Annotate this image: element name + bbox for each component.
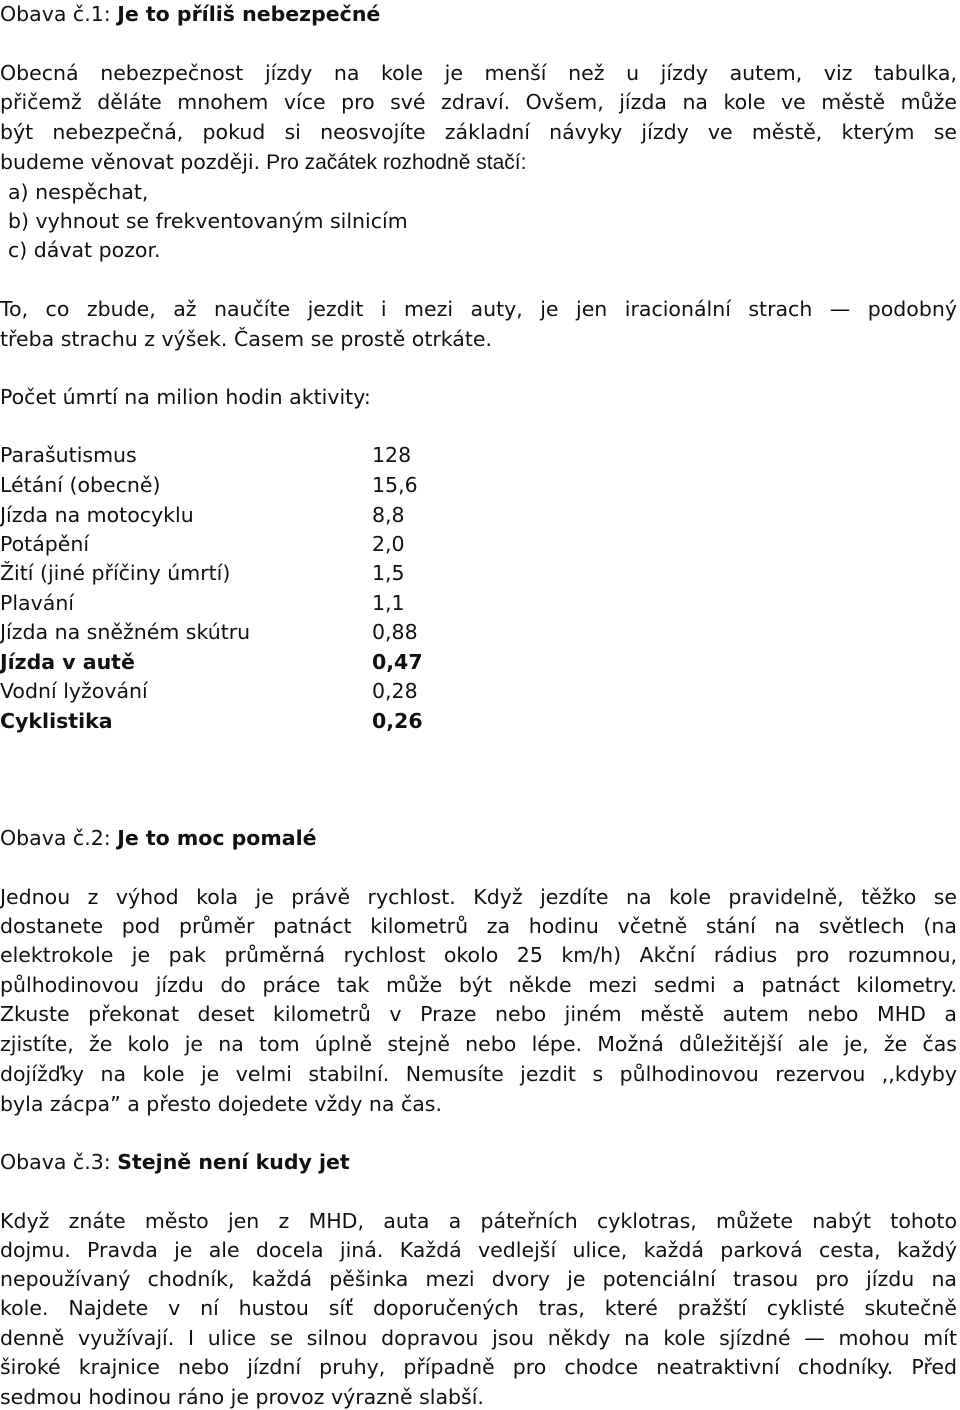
list-item: a) nespěchat, [8,180,149,204]
paragraph-line: nepoužívaný chodník, každá pěšinka mezi dvory je potenciální trasou pro jízdu na [0,1267,957,1291]
activity-value: 128 [372,443,412,467]
paragraph-line: zjistíte, že kolo je na tom úplně stejně nebo lépe. Možná důležitější ale je, že čas [0,1032,957,1056]
heading-title: Je to moc pomalé [117,826,317,850]
activity-name: Vodní lyžování [0,679,148,703]
activity-name: Létání (obecně) [0,473,161,497]
activity-name: Parašutismus [0,443,137,467]
paragraph-text: budeme věnovat později. [0,150,261,174]
paragraph-line: To, co zbude, až naučíte jezdit i mezi auty, je jen iracionální strach — podobný [0,297,957,321]
paragraph-text: Pro začátek rozhodně stačí: [266,151,527,174]
activity-name: Jízda na sněžném skútru [0,620,251,644]
paragraph-line: sedmou hodinou ráno je provoz výrazně slabší. [0,1385,484,1409]
paragraph-line: dostanete pod průměr patnáct kilometrů za hodinu včetně stání na světlech (na [0,914,957,938]
activity-value: 0,26 [372,709,423,733]
activity-value: 0,47 [372,650,423,674]
section-heading [0,828,317,849]
section-heading [0,1152,350,1173]
activity-value: 1,5 [372,561,405,585]
table-intro: Počet úmrtí na milion hodin aktivity: [0,385,371,409]
paragraph-line: půlhodinovou jízdu do práce tak může být někde mezi sedmi a patnáct kilometry. [0,973,957,997]
list-item: c) dávat pozor. [8,238,161,262]
activity-value: 0,28 [372,679,418,703]
paragraph-line: denně využívají. I ulice se silnou dopravou jsou někdy na kole sjízdné — mohou mít [0,1326,957,1350]
paragraph-line: Jednou z výhod kola je právě rychlost. Když jezdíte na kole pravidelně, těžko se [0,885,957,909]
activity-value: 8,8 [372,503,405,527]
paragraph-line: Když znáte město jen z MHD, auta a páteřních cyklotras, můžete nabýt tohoto [0,1209,957,1233]
paragraph-line: kole. Najdete v ní hustou síť doporučených tras, které pražští cyklisté skutečně [0,1296,957,1320]
heading-title: Je to příliš nebezpečné [117,2,381,26]
heading-prefix: Obava č.3: [0,1150,111,1174]
activity-value: 15,6 [372,473,418,497]
activity-name: Jízda na motocyklu [0,503,194,527]
heading-title: Stejně není kudy jet [117,1150,350,1174]
paragraph-line: Zkuste překonat deset kilometrů v Praze nebo jiném městě autem nebo MHD a [0,1002,957,1026]
heading-prefix: Obava č.2: [0,826,111,850]
list-item: b) vyhnout se frekventovaným silnicím [8,209,408,233]
activity-name: Potápění [0,532,90,556]
heading-prefix: Obava č.1: [0,2,111,26]
activity-name: Plavání [0,591,75,615]
paragraph-line: široké krajnice nebo jízdní pruhy, případně pro chodce neatraktivní chodníky. Před [0,1355,957,1379]
paragraph-line: Obecná nebezpečnost jízdy na kole je menší než u jízdy autem, viz tabulka, [0,61,957,85]
activity-name: Cyklistika [0,709,113,733]
paragraph-line: dojížďky na kole je velmi stabilní. Nemusíte jezdit s půlhodinovou rezervou ,,kdyby [0,1062,957,1086]
activity-name: Žití (jiné příčiny úmrtí) [0,561,231,585]
paragraph-line [0,152,526,173]
activity-value: 2,0 [372,532,405,556]
activity-name: Jízda v autě [0,650,135,674]
paragraph-line: být nebezpečná, pokud si neosvojíte základní návyky jízdy ve městě, kterým se [0,120,957,144]
paragraph-line: třeba strachu z výšek. Časem se prostě otrkáte. [0,327,493,351]
activity-value: 1,1 [372,591,405,615]
paragraph-line: přičemž děláte mnohem více pro své zdraví. Ovšem, jízda na kole ve městě může [0,90,957,114]
activity-value: 0,88 [372,620,418,644]
section-heading [0,4,380,25]
paragraph-line: elektrokole je pak průměrná rychlost okolo 25 km/h) Akční rádius pro rozumnou, [0,943,957,967]
paragraph-line: byla zácpa” a přesto dojedete vždy na čas. [0,1092,442,1116]
paragraph-line: dojmu. Pravda je ale docela jiná. Každá vedlejší ulice, každá parková cesta, každý [0,1238,957,1262]
